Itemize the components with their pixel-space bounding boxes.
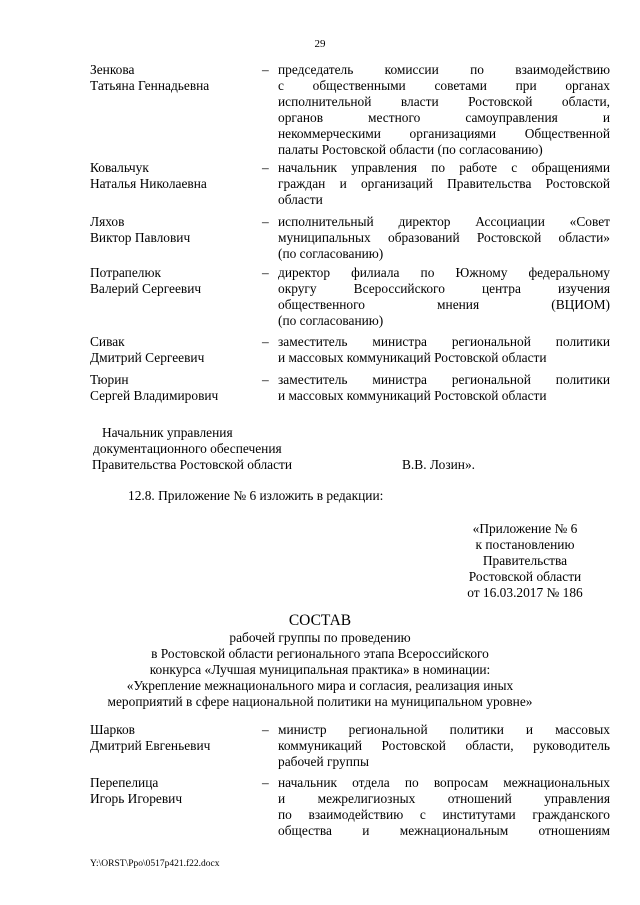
heading-line: в Ростовской области регионального этапа Всероссийского — [151, 646, 489, 661]
signature-block — [92, 425, 512, 473]
signature-name: В.В. Лозин». — [402, 457, 476, 472]
member-surname: Тюрин — [90, 372, 129, 387]
signature-title-line: Правительства Ростовской области — [92, 457, 293, 472]
position-line: директор филиала по Южному федеральному — [278, 265, 610, 280]
member-surname: Ковальчук — [90, 160, 149, 175]
position-line: общественного мнения (ВЦИОМ) — [278, 297, 610, 312]
member-surname: Шарков — [90, 722, 135, 737]
position-line: коммуникаций Ростовской области, руководитель — [278, 738, 610, 753]
member-name — [90, 62, 260, 94]
member-given-name: Виктор Павлович — [90, 230, 191, 245]
member-name — [90, 722, 260, 754]
member-given-name: Дмитрий Евгеньевич — [90, 738, 211, 753]
position-line: области — [278, 192, 323, 207]
heading-title: СОСТАВ — [288, 612, 352, 629]
page-number: 29 — [314, 38, 326, 50]
signature-title-line: Начальник управления — [102, 425, 233, 440]
member-given-name: Наталья Николаевна — [90, 176, 207, 191]
appendix-line: к постановлению — [475, 537, 575, 552]
member-surname: Перепелица — [90, 775, 159, 790]
member-name — [90, 214, 260, 246]
heading-line: рабочей группы по проведению — [229, 630, 411, 645]
position-line: (по согласованию) — [278, 246, 384, 261]
member-given-name: Игорь Игоревич — [90, 791, 183, 806]
member-surname: Сивак — [90, 334, 125, 349]
member-name — [90, 775, 260, 807]
position-line: министр региональной политики и массовых — [278, 722, 610, 737]
appendix-line: Правительства — [482, 553, 568, 568]
heading-line: «Укрепление межнационального мира и согласия, реализация иных — [126, 678, 514, 693]
member-name — [90, 334, 260, 366]
file-path-footer: Y:\ORST\Ppo\0517p421.f22.docx — [90, 859, 220, 869]
dash: – — [262, 265, 269, 280]
position-line: граждан и организаций Правительства Ростовской — [278, 176, 610, 191]
position-line: и массовых коммуникаций Ростовской области — [278, 388, 547, 403]
dash: – — [262, 160, 269, 175]
member-given-name: Дмитрий Сергеевич — [90, 350, 205, 365]
position-line: председатель комиссии по взаимодействию — [278, 62, 610, 77]
heading-line: мероприятий в сфере национальной политики на муниципальном уровне» — [107, 694, 533, 709]
member-name — [90, 372, 260, 404]
member-position — [278, 265, 610, 329]
position-line: палаты Ростовской области (по согласованию) — [278, 142, 543, 157]
position-line: исполнительный директор Ассоциации «Совет — [278, 214, 610, 229]
member-given-name: Сергей Владимирович — [90, 388, 219, 403]
member-surname: Потрапелюк — [90, 265, 161, 280]
position-line: с общественными советами при органах — [278, 78, 610, 93]
dash: – — [262, 214, 269, 229]
position-line: начальник управления по работе с обращениями — [278, 160, 610, 175]
heading-line: конкурса «Лучшая муниципальная практика» в номинации: — [149, 662, 491, 677]
dash: – — [262, 62, 269, 77]
member-position — [278, 214, 610, 262]
position-line: муниципальных образований Ростовской области» — [278, 230, 610, 245]
member-surname: Ляхов — [90, 214, 125, 229]
section-heading — [80, 612, 560, 710]
position-line: и межрелигиозных отношений управления — [278, 791, 610, 806]
position-line: по взаимодействию с институтами гражданского — [278, 807, 610, 822]
position-line: и массовых коммуникаций Ростовской области — [278, 350, 547, 365]
appendix-line: Ростовской области — [468, 569, 582, 584]
position-line: округу Всероссийского центра изучения — [278, 281, 610, 296]
member-position — [278, 62, 610, 158]
position-line: общества и межнациональным отношениям — [278, 823, 610, 838]
position-line: (по согласованию) — [278, 313, 384, 328]
position-line: заместитель министра региональной политики — [278, 334, 610, 349]
member-position — [278, 334, 610, 366]
member-name — [90, 160, 260, 192]
position-line: исполнительной власти Ростовской области, — [278, 94, 610, 109]
amendment-paragraph: 12.8. Приложение № 6 изложить в редакции: — [128, 488, 384, 503]
dash: – — [262, 372, 269, 387]
dash: – — [262, 334, 269, 349]
dash: – — [262, 775, 269, 790]
signature-title-line: документационного обеспечения — [93, 441, 282, 456]
position-line: некоммерческими организациями Общественной — [278, 126, 610, 141]
position-line: органов местного самоуправления и — [278, 110, 610, 125]
member-surname: Зенкова — [90, 62, 135, 77]
position-line: рабочей группы — [278, 754, 370, 769]
member-name — [90, 265, 260, 297]
member-given-name: Валерий Сергеевич — [90, 281, 202, 296]
appendix-line: «Приложение № 6 — [472, 521, 578, 536]
appendix-line: от 16.03.2017 № 186 — [467, 585, 583, 600]
appendix-reference — [440, 521, 610, 601]
dash: – — [262, 722, 269, 737]
member-position — [278, 722, 610, 770]
position-line: начальник отдела по вопросам межнациональных — [278, 775, 610, 790]
position-line: заместитель министра региональной политики — [278, 372, 610, 387]
member-given-name: Татьяна Геннадьевна — [90, 78, 210, 93]
member-position — [278, 372, 610, 404]
member-position — [278, 160, 610, 208]
member-position — [278, 775, 610, 839]
